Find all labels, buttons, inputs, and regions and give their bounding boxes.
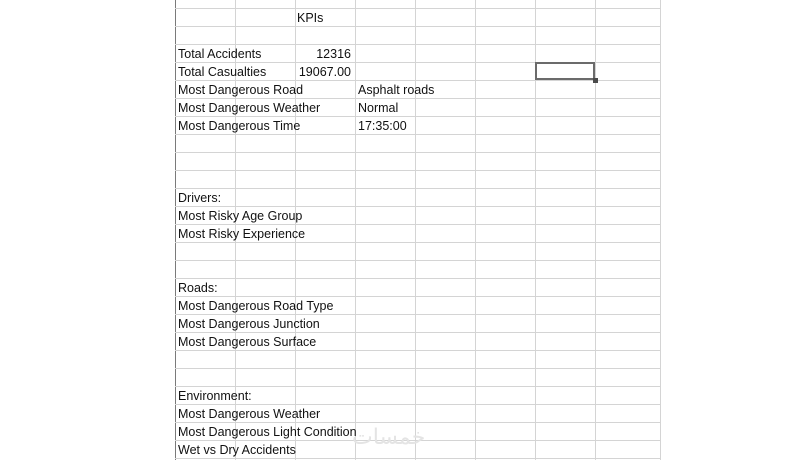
- watermark: خمسات: [352, 425, 426, 450]
- grid-column-line: [475, 0, 476, 460]
- grid-column-line: [415, 0, 416, 460]
- wet-dry-label: Wet vs Dry Accidents: [178, 443, 296, 457]
- env-weather-label: Most Dangerous Weather: [178, 407, 321, 421]
- grid-row-line: [175, 260, 661, 261]
- grid-column-line: [355, 0, 356, 460]
- total-accidents-value: 12316: [316, 47, 351, 61]
- grid-row-line: [175, 170, 661, 171]
- total-casualties-label: Total Casualties: [178, 65, 267, 79]
- environment-header: Environment:: [178, 389, 252, 403]
- dangerous-road-value: Asphalt roads: [358, 83, 435, 97]
- junction-label: Most Dangerous Junction: [178, 317, 320, 331]
- grid-column-line: [595, 0, 596, 460]
- roads-header: Roads:: [178, 281, 218, 295]
- dangerous-road-label: Most Dangerous Road: [178, 83, 304, 97]
- kpis-header: KPIs: [297, 11, 324, 25]
- total-accidents-label: Total Accidents: [178, 47, 262, 61]
- drivers-header: Drivers:: [178, 191, 222, 205]
- grid-row-line: [175, 278, 661, 279]
- grid-column-line: [660, 0, 661, 460]
- dangerous-time-value: 17:35:00: [358, 119, 407, 133]
- risky-experience-label: Most Risky Experience: [178, 227, 306, 241]
- grid-row-line: [175, 152, 661, 153]
- grid-row-line: [175, 188, 661, 189]
- light-condition-label: Most Dangerous Light Condition: [178, 425, 357, 439]
- total-casualties-value: 19067.00: [298, 65, 351, 79]
- surface-label: Most Dangerous Surface: [178, 335, 317, 349]
- spreadsheet-grid[interactable]: [175, 0, 661, 460]
- risky-age-label: Most Risky Age Group: [178, 209, 303, 223]
- road-type-label: Most Dangerous Road Type: [178, 299, 334, 313]
- grid-column-edge: [175, 0, 176, 460]
- grid-row-line: [175, 8, 661, 9]
- dangerous-time-label: Most Dangerous Time: [178, 119, 301, 133]
- dangerous-weather-value: Normal: [358, 101, 399, 115]
- selected-cell[interactable]: [535, 62, 595, 80]
- dangerous-weather-label: Most Dangerous Weather: [178, 101, 321, 115]
- fill-handle[interactable]: [593, 78, 598, 83]
- grid-row-line: [175, 368, 661, 369]
- grid-row-line: [175, 26, 661, 27]
